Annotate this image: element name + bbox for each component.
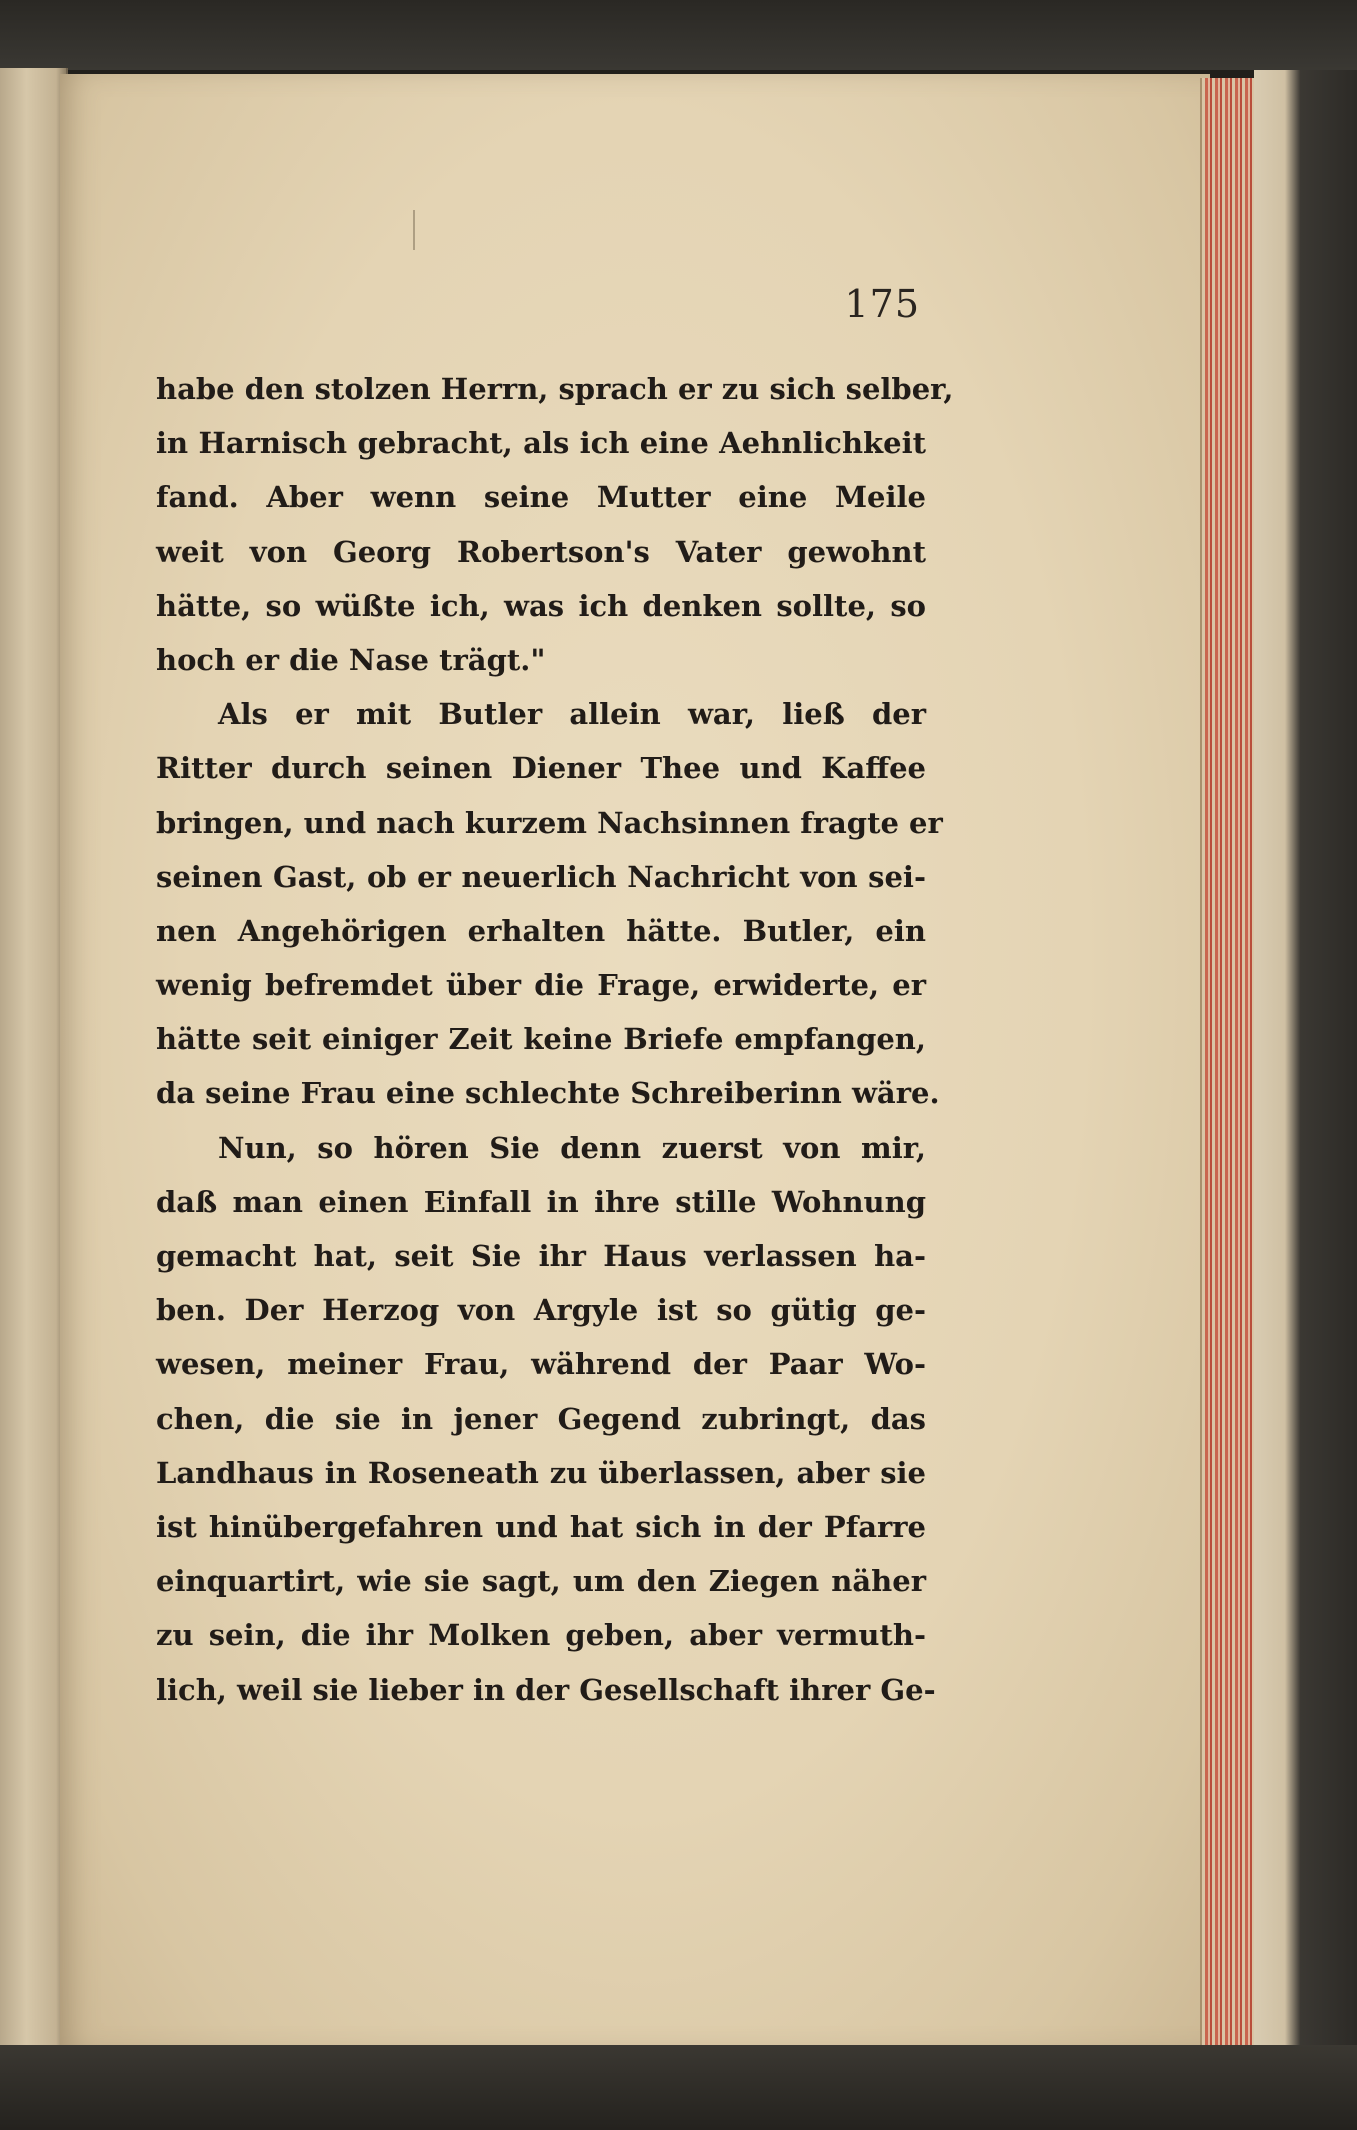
text-line: weit von Georg Robertson's Vater gewohnt bbox=[156, 534, 926, 569]
text-line: fand. Aber wenn seine Mutter eine Meile bbox=[156, 480, 926, 515]
text-line: hätte, so wüßte ich, was ich denken sollte, so bbox=[156, 588, 926, 623]
text-line: zu sein, die ihr Molken geben, aber vermuth- bbox=[156, 1618, 926, 1653]
text-line: daß man einen Einfall in ihre stille Wohnung bbox=[156, 1184, 926, 1219]
book-cover-top bbox=[0, 0, 1357, 70]
text-line: wenig befremdet über die Frage, erwiderte, er bbox=[156, 968, 926, 1003]
text-line: ben. Der Herzog von Argyle ist so gütig ge- bbox=[156, 1293, 926, 1328]
text-line: einquartirt, wie sie sagt, um den Ziegen näher bbox=[156, 1564, 926, 1599]
page-number: 175 bbox=[844, 282, 920, 326]
text-line: ist hinübergefahren und hat sich in der Pfarre bbox=[156, 1509, 926, 1544]
text-line: lich, weil sie lieber in der Gesellschaft ihrer Ge- bbox=[156, 1672, 936, 1707]
previous-page-edge bbox=[0, 68, 68, 2053]
text-line: Als er mit Butler allein war, ließ der bbox=[218, 697, 926, 732]
text-line: hoch er die Nase trägt." bbox=[156, 642, 546, 677]
page-text bbox=[156, 362, 954, 1717]
text-line: Nun, so hören Sie denn zuerst von mir, bbox=[218, 1130, 926, 1165]
text-line: seinen Gast, ob er neuerlich Nachricht von sei- bbox=[156, 859, 926, 894]
text-line: nen Angehörigen erhalten hätte. Butler, ein bbox=[156, 913, 926, 948]
text-line: in Harnisch gebracht, als ich eine Aehnlichkeit bbox=[156, 426, 926, 461]
book-back-cover bbox=[1254, 70, 1357, 2060]
text-line: chen, die sie in jener Gegend zubringt, das bbox=[156, 1401, 926, 1436]
text-line: bringen, und nach kurzem Nachsinnen fragte er bbox=[156, 805, 943, 840]
text-line: hätte seit einiger Zeit keine Briefe empfangen, bbox=[156, 1022, 926, 1057]
text-line: Ritter durch seinen Diener Thee und Kaffee bbox=[156, 751, 926, 786]
text-line: da seine Frau eine schlechte Schreiberinn wäre. bbox=[156, 1076, 940, 1111]
text-line: Landhaus in Roseneath zu überlassen, aber sie bbox=[156, 1455, 926, 1490]
text-line: gemacht hat, seit Sie ihr Haus verlassen ha- bbox=[156, 1239, 926, 1273]
gutter-mark bbox=[413, 210, 415, 250]
book-cover-bottom bbox=[0, 2045, 1357, 2130]
red-page-edges bbox=[1200, 78, 1256, 2048]
text-line: habe den stolzen Herrn, sprach er zu sich selber, bbox=[156, 372, 954, 406]
text-line: wesen, meiner Frau, während der Paar Wo- bbox=[156, 1347, 926, 1382]
